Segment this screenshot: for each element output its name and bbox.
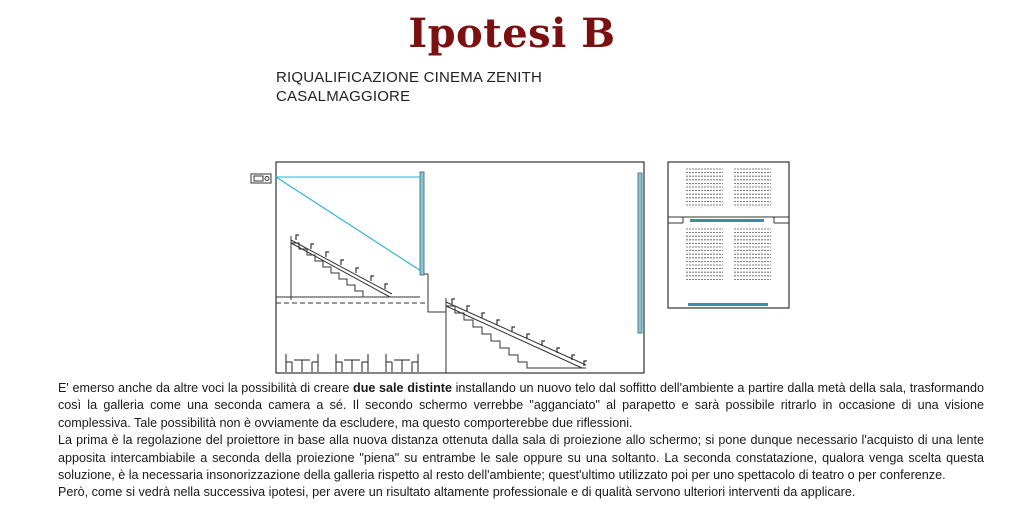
cinema-section-drawing (251, 162, 644, 373)
paragraph-3: Però, come si vedrà nella successiva ipotesi, per avere un risultato altamente professionale e di qualità servono ulteriori interventi da applicare. (58, 485, 856, 500)
subtitle-line-2: CASALMAGGIORE (276, 88, 411, 105)
main-screen (638, 173, 642, 333)
hall-tiers (446, 298, 587, 373)
subtitle-line-1: RIQUALIFICAZIONE CINEMA ZENITH (276, 69, 543, 86)
plan-seat-rows (686, 169, 771, 279)
projection-beam (276, 177, 421, 271)
description-text (58, 380, 984, 502)
paragraph-2: La prima è la regolazione del proiettore in base alla nuova distanza ottenuta dalla sala di proiezione allo schermo; si pone dunque necessario l'acquisto di una lente apposita intercambiabile a seconda della proiezione "piena" su entrambe le sale oppure su una soltanto. La seconda constatazione, qualora venga scelta questa soluzione, è la necessaria insonorizzazione della galleria rispetto al resto dell'ambiente; quest'ultimo utilizzato poi per uno spettacolo di teatro o per conferenze. (58, 433, 984, 483)
plan-gallery-screen (690, 219, 764, 222)
cafe-table-icon (286, 354, 418, 372)
paragraph-1: E' emerso anche da altre voci la possibilità di creare due sale distinte installando un nuovo telo dal soffitto dell'ambiente a partire dalla metà della sala, trasformando così la galleria come una seconda camera a sé. Il secondo schermo verrebbe "agganciato" al parapetto e sarà possibile ritrarlo in occasione di una visione complessiva. Tale possibilità non è ovviamente da escludere, ma questo comporterebbe due riflessioni. (58, 381, 984, 430)
page-title: Ipotesi B (408, 10, 616, 57)
gallery-screen (420, 172, 424, 275)
plan-main-screen (688, 303, 768, 306)
cinema-plan-drawing (668, 162, 789, 308)
plan-outline (668, 162, 789, 308)
projector-icon (251, 174, 271, 183)
highlight-two-halls: due sale distinte (353, 381, 452, 395)
gallery-tiers (291, 235, 392, 300)
